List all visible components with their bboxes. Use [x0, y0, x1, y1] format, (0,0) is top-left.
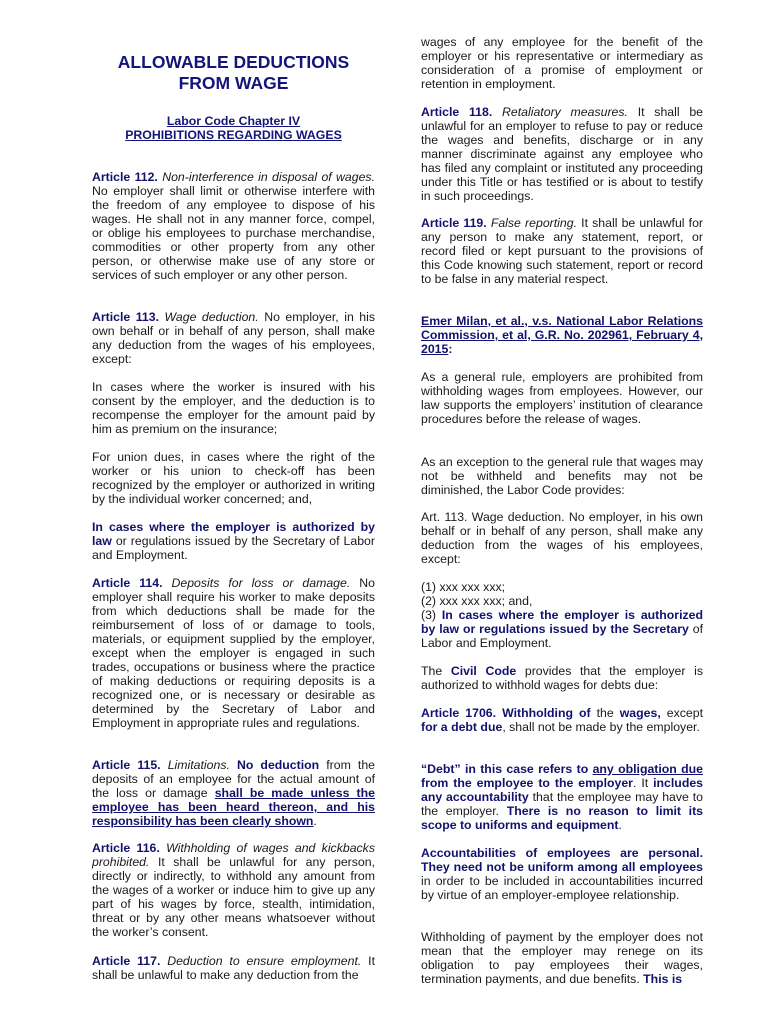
article-113-item-3-bold: In cases where the employer is authorized by law [92, 520, 375, 548]
article-1706-except: except [666, 706, 703, 720]
article-1706-heading: Article 1706. Withholding of [421, 706, 591, 720]
deduction-list-item-3-bold: In cases where the employer is authorized by law or regulations issued by the Secretary [421, 608, 703, 636]
document-title: ALLOWABLE DEDUCTIONS FROM WAGE [117, 52, 350, 93]
article-1706 [421, 706, 703, 734]
article-117-caption: Deduction to ensure employment. [167, 954, 362, 968]
article-112-caption: Non-interference in disposal of wages. [162, 170, 375, 184]
article-1706-wages: wages, [619, 706, 661, 720]
article-115-mid: from the deposits of an employee for the actual amount of the loss or damage [92, 758, 376, 800]
case-paragraph-3: Art. 113. Wage deduction. No employer, in his own behalf or in behalf of any person, shall make any deduction from the wages of his employees, except: [421, 510, 703, 566]
case-citation [421, 314, 703, 356]
deduction-list [421, 580, 703, 650]
debt-mid-1: . It [632, 776, 649, 790]
withholding-paragraph [421, 930, 703, 986]
article-1706-debt-due: for a debt due [421, 720, 503, 734]
deduction-list-item-3-rest: of Labor and Employment. [421, 622, 703, 650]
accountabilities-bold: Accountabilities of employees are personal. They need not be uniform among all employees [421, 846, 703, 874]
article-114-body: No employer shall require his worker to make deposits from which deductions shall be made for the reimbursement of loss of or damage to tools, materials, or equipment supplied by the employer, except when the employer is engaged in such trades, occupations or business where the practice of making deductions or requiring deposits is a recognized one, or is necessary or desirable as determined by the Secretary of Labor and Employment in appropriate rules and regulations. [92, 576, 375, 730]
article-117-body: It shall be unlawful to make any deduction from the [92, 954, 376, 982]
case-citation-colon: : [448, 342, 453, 356]
case-paragraph-1: As a general rule, employers are prohibited from withholding wages from employees. However, our law supports the employers’ institution of clearance procedures before the release of wages. [421, 370, 703, 426]
article-116-body: It shall be unlawful for any person, directly or indirectly, to withhold any amount from the wages of a worker or induce him to give up any part of his wages by force, stealth, intimidation, threat or by any other means whatsoever without the worker’s consent. [92, 855, 376, 939]
article-119-body: It shall be unlawful for any person to make any statement, report, or record filed or kept pursuant to the provisions of this Code knowing such statement, report or record to be false in any material respect. [421, 216, 704, 286]
debt-end: . [618, 818, 622, 832]
debt-bold-2: from the employee to the employer [421, 776, 633, 790]
civil-code-pre: The [421, 664, 443, 678]
article-1706-the: the [596, 706, 614, 720]
article-115-heading: Article 115. [92, 758, 161, 772]
article-113 [92, 310, 375, 366]
article-115-underlined: shall be made unless the employee has been heard thereon, and his responsibility has been clearly shown [92, 786, 375, 828]
article-113-body: No employer, in his own behalf or in behalf of any person, shall make any deduction from the wages of his employees, except: [92, 310, 375, 366]
article-115-end: . [313, 814, 317, 828]
debt-bold-1: “Debt” in this case refers to [421, 762, 589, 776]
debt-underlined: any obligation due [592, 762, 704, 776]
article-113-caption: Wage deduction. [164, 310, 259, 324]
article-115-caption: Limitations. [167, 758, 230, 772]
civil-code-rest: provides that the employer is authorized to withhold wages for debts due: [421, 664, 703, 692]
article-119-heading: Article 119. [421, 216, 487, 230]
subtitle-line-1: Labor Code Chapter IV [166, 114, 301, 128]
accountabilities-paragraph [421, 846, 703, 902]
article-1706-rest: , shall not be made by the employer. [502, 720, 700, 734]
article-113-item-3-rest: or regulations issued by the Secretary of Labor and Employment. [92, 534, 375, 562]
article-113-item-3 [92, 520, 375, 562]
case-paragraph-2: As an exception to the general rule that wages may not be withheld and benefits may not be diminished, the Labor Code provides: [421, 455, 703, 497]
article-113-item-1: In cases where the worker is insured with his consent by the employer, and the deduction is to recompense the employer for the amount paid by him as premium on the insurance; [92, 380, 375, 436]
article-117 [92, 954, 375, 982]
article-116-heading: Article 116. [92, 841, 160, 855]
accountabilities-rest: in order to be included in accountabilities incurred by virtue of an employer-employee relationship. [421, 874, 703, 902]
article-115-bold: No deduction [236, 758, 320, 772]
case-citation-title: Emer Milan, et al., v.s. National Labor Relations Commission, et al, G.R. No. 202961, February 4, 2015 [421, 314, 703, 356]
article-114 [92, 576, 375, 730]
article-114-heading: Article 114. [92, 576, 163, 590]
debt-definition [421, 762, 703, 832]
article-118-heading: Article 118. [421, 105, 493, 119]
subtitle-line-2: PROHIBITIONS REGARDING WAGES [125, 128, 342, 142]
article-116-caption: Withholding of wages and kickbacks prohibited. [92, 841, 375, 869]
article-112-heading: Article 112. [92, 170, 158, 184]
article-118-caption: Retaliatory measures. [502, 105, 628, 119]
article-116 [92, 841, 375, 939]
article-112-body: No employer shall limit or otherwise interfere with the freedom of any employee to dispose of his wages. He shall not in any manner force, compel, or oblige his employees to purchase merchandise, commodities or other property from any other person, or otherwise make use of any store or services of such employer or any other person. [92, 184, 375, 282]
debt-mid-2: that the employee may have to the employer. [421, 790, 703, 818]
article-119-caption: False reporting. [490, 216, 577, 230]
article-112 [92, 170, 375, 282]
chapter-subtitle [92, 114, 375, 142]
article-114-caption: Deposits for loss or damage. [171, 576, 351, 590]
deduction-list-item-1: (1) xxx xxx xxx; [421, 580, 506, 594]
debt-bold-4: There is no reason to limit its scope to uniforms and equipment [421, 804, 704, 832]
civil-code-paragraph [421, 664, 703, 692]
withholding-body: Withholding of payment by the employer does not mean that the employer may renege on its obligation to pay employees their wages, termination payments, and due benefits. [421, 930, 703, 986]
article-113-item-2: For union dues, in cases where the right of the worker or his union to check-off has been recognized by the employer or authorized in writing by the individual worker concerned; and, [92, 450, 375, 506]
article-118 [421, 105, 703, 203]
article-115 [92, 758, 375, 828]
deduction-list-item-3-number: (3) [421, 608, 437, 622]
civil-code-bold: Civil Code [450, 664, 517, 678]
article-118-body: It shall be unlawful for an employer to refuse to pay or reduce the wages and benefits, discharge or in any manner discriminate against any employee who has filed any complaint or instituted any proceeding under this Title or has testified or is about to testify in such proceedings. [421, 105, 704, 203]
article-113-heading: Article 113. [92, 310, 160, 324]
withholding-bold: This is [643, 972, 683, 986]
deduction-list-item-2: (2) xxx xxx xxx; and, [421, 594, 533, 608]
article-117-continued: wages of any employee for the benefit of the employer or his representative or intermediary as consideration of a promise of employment or retention in employment. [421, 35, 703, 91]
article-119 [421, 216, 703, 286]
debt-bold-3: includes any accountability [421, 776, 704, 804]
article-117-heading: Article 117. [92, 954, 161, 968]
